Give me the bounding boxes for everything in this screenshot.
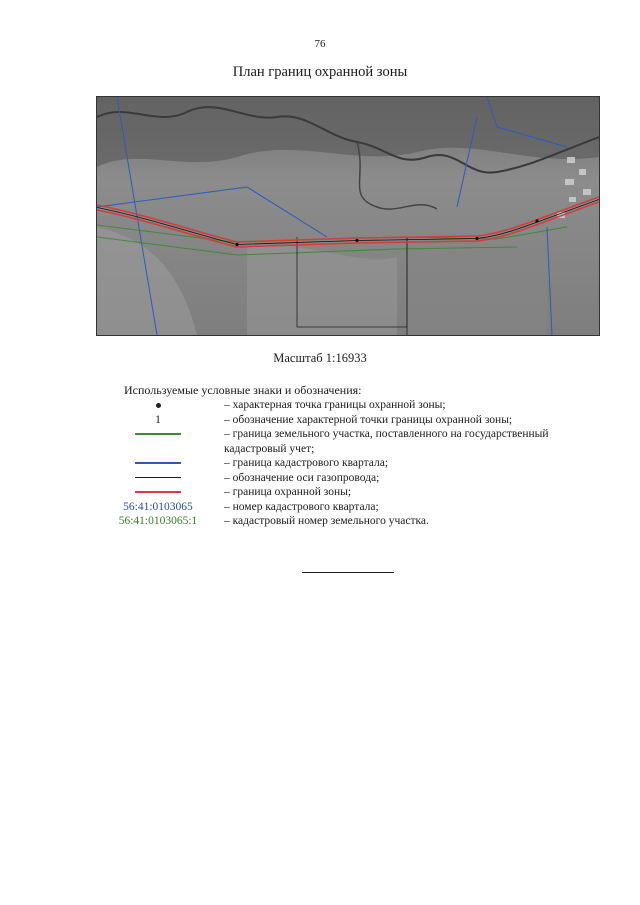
legend-item: – граница кадастрового квартала; <box>96 456 606 471</box>
closing-rule <box>302 572 394 573</box>
legend <box>96 398 606 529</box>
point-number-sample: 1 <box>155 413 161 426</box>
green-line-icon <box>135 433 181 435</box>
legend-item: 56:41:0103065:1 – кадастровый номер земельного участка. <box>118 515 429 527</box>
parcel-number-sample: 56:41:0103065:1 <box>118 515 198 527</box>
legend-item: – граница земельного участка, поставленного на государственный кадастровый учет; <box>96 427 606 456</box>
aerial-map <box>96 96 600 336</box>
map-image <box>97 97 599 335</box>
black-line-icon <box>135 477 181 478</box>
map-scale: Масштаб 1:16933 <box>273 351 367 365</box>
point-dot-icon <box>156 403 161 408</box>
terrain-field-southeast <box>407 247 547 335</box>
legend-item: – характерная точка границы охранной зоны; <box>96 398 606 413</box>
page-number: 76 <box>314 38 326 50</box>
red-line-icon <box>135 491 181 493</box>
legend-item: – граница охранной зоны; <box>96 485 606 500</box>
legend-item: 56:41:0103065 – номер кадастрового квартала; <box>123 500 379 513</box>
legend-item: – обозначение оси газопровода; <box>96 471 606 486</box>
quarter-number-sample: 56:41:0103065 <box>123 500 193 513</box>
page-title: План границ охранной зоны <box>232 64 408 80</box>
legend-title: Используемые условные знаки и обозначения: <box>124 383 362 397</box>
blue-line-icon <box>135 462 181 464</box>
legend-item: 1 – обозначение характерной точки границы охранной зоны; <box>155 413 513 426</box>
